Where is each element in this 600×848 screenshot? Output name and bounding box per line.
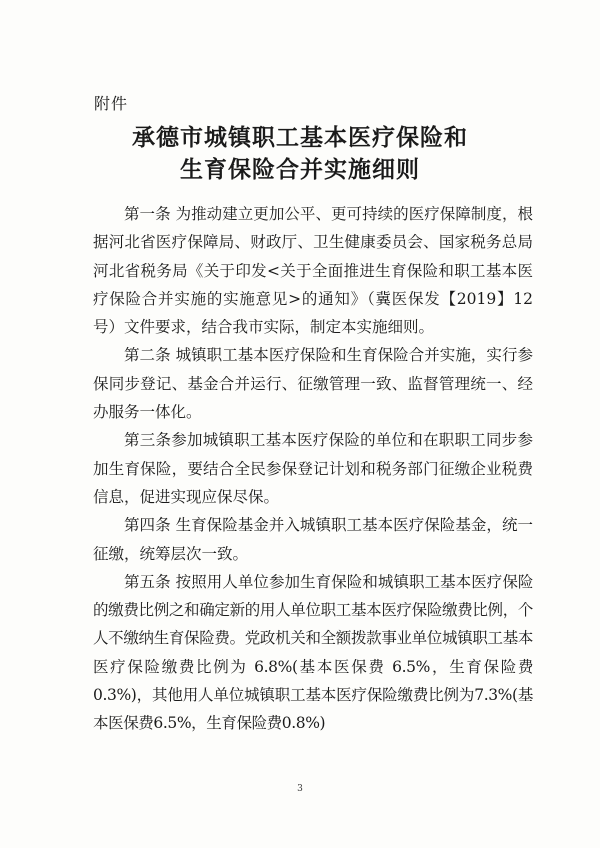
page-number: 3 [297, 784, 303, 794]
article-5: 第五条 按照用人单位参加生育保险和城镇职工基本医疗保险的缴费比例之和确定新的用人单位职工基本医疗保险缴费比例，个人不缴纳生育保险费。党政机关和全额拨款事业单位城镇职工基本医疗保险缴费比例为 6.8%(基本医保费 6.5%，生育保险费 0.3%)，其他用人单位城镇职工基本医疗保险缴费比例为7.3%(基本医保费6.5%，生育保险费0.8%) [93, 572, 533, 733]
article-3: 第三条参加城镇职工基本医疗保险的单位和在职职工同步参加生育保险，要结合全民参保登记计划和税务部门征缴企业税费信息，促进实现应保尽保。 [93, 431, 533, 506]
document-body [93, 200, 533, 738]
article-2: 第二条 城镇职工基本医疗保险和生育保险合并实施，实行参保同步登记、基金合并运行、征缴管理一致、监督管理统一、经办服务一体化。 [93, 346, 533, 422]
document-title-line-1: 承德市城镇职工基本医疗保险和 [132, 125, 468, 151]
attachment-label: 附件 [94, 94, 129, 113]
document-title-line-2: 生育保险合并实施细则 [180, 157, 420, 183]
article-1: 第一条 为推动建立更加公平、更可持续的医疗保障制度，根据河北省医疗保障局、财政厅、卫生健康委员会、国家税务总局河北省税务局《关于印发<关于全面推进生育保险和职工基本医疗保险合并实施的实施意见>的通知》（冀医保发【2019】12号）文件要求，结合我市实际，制定本实施细则。 [93, 205, 533, 337]
article-4: 第四条 生育保险基金并入城镇职工基本医疗保险基金，统一征缴，统筹层次一致。 [93, 516, 533, 563]
